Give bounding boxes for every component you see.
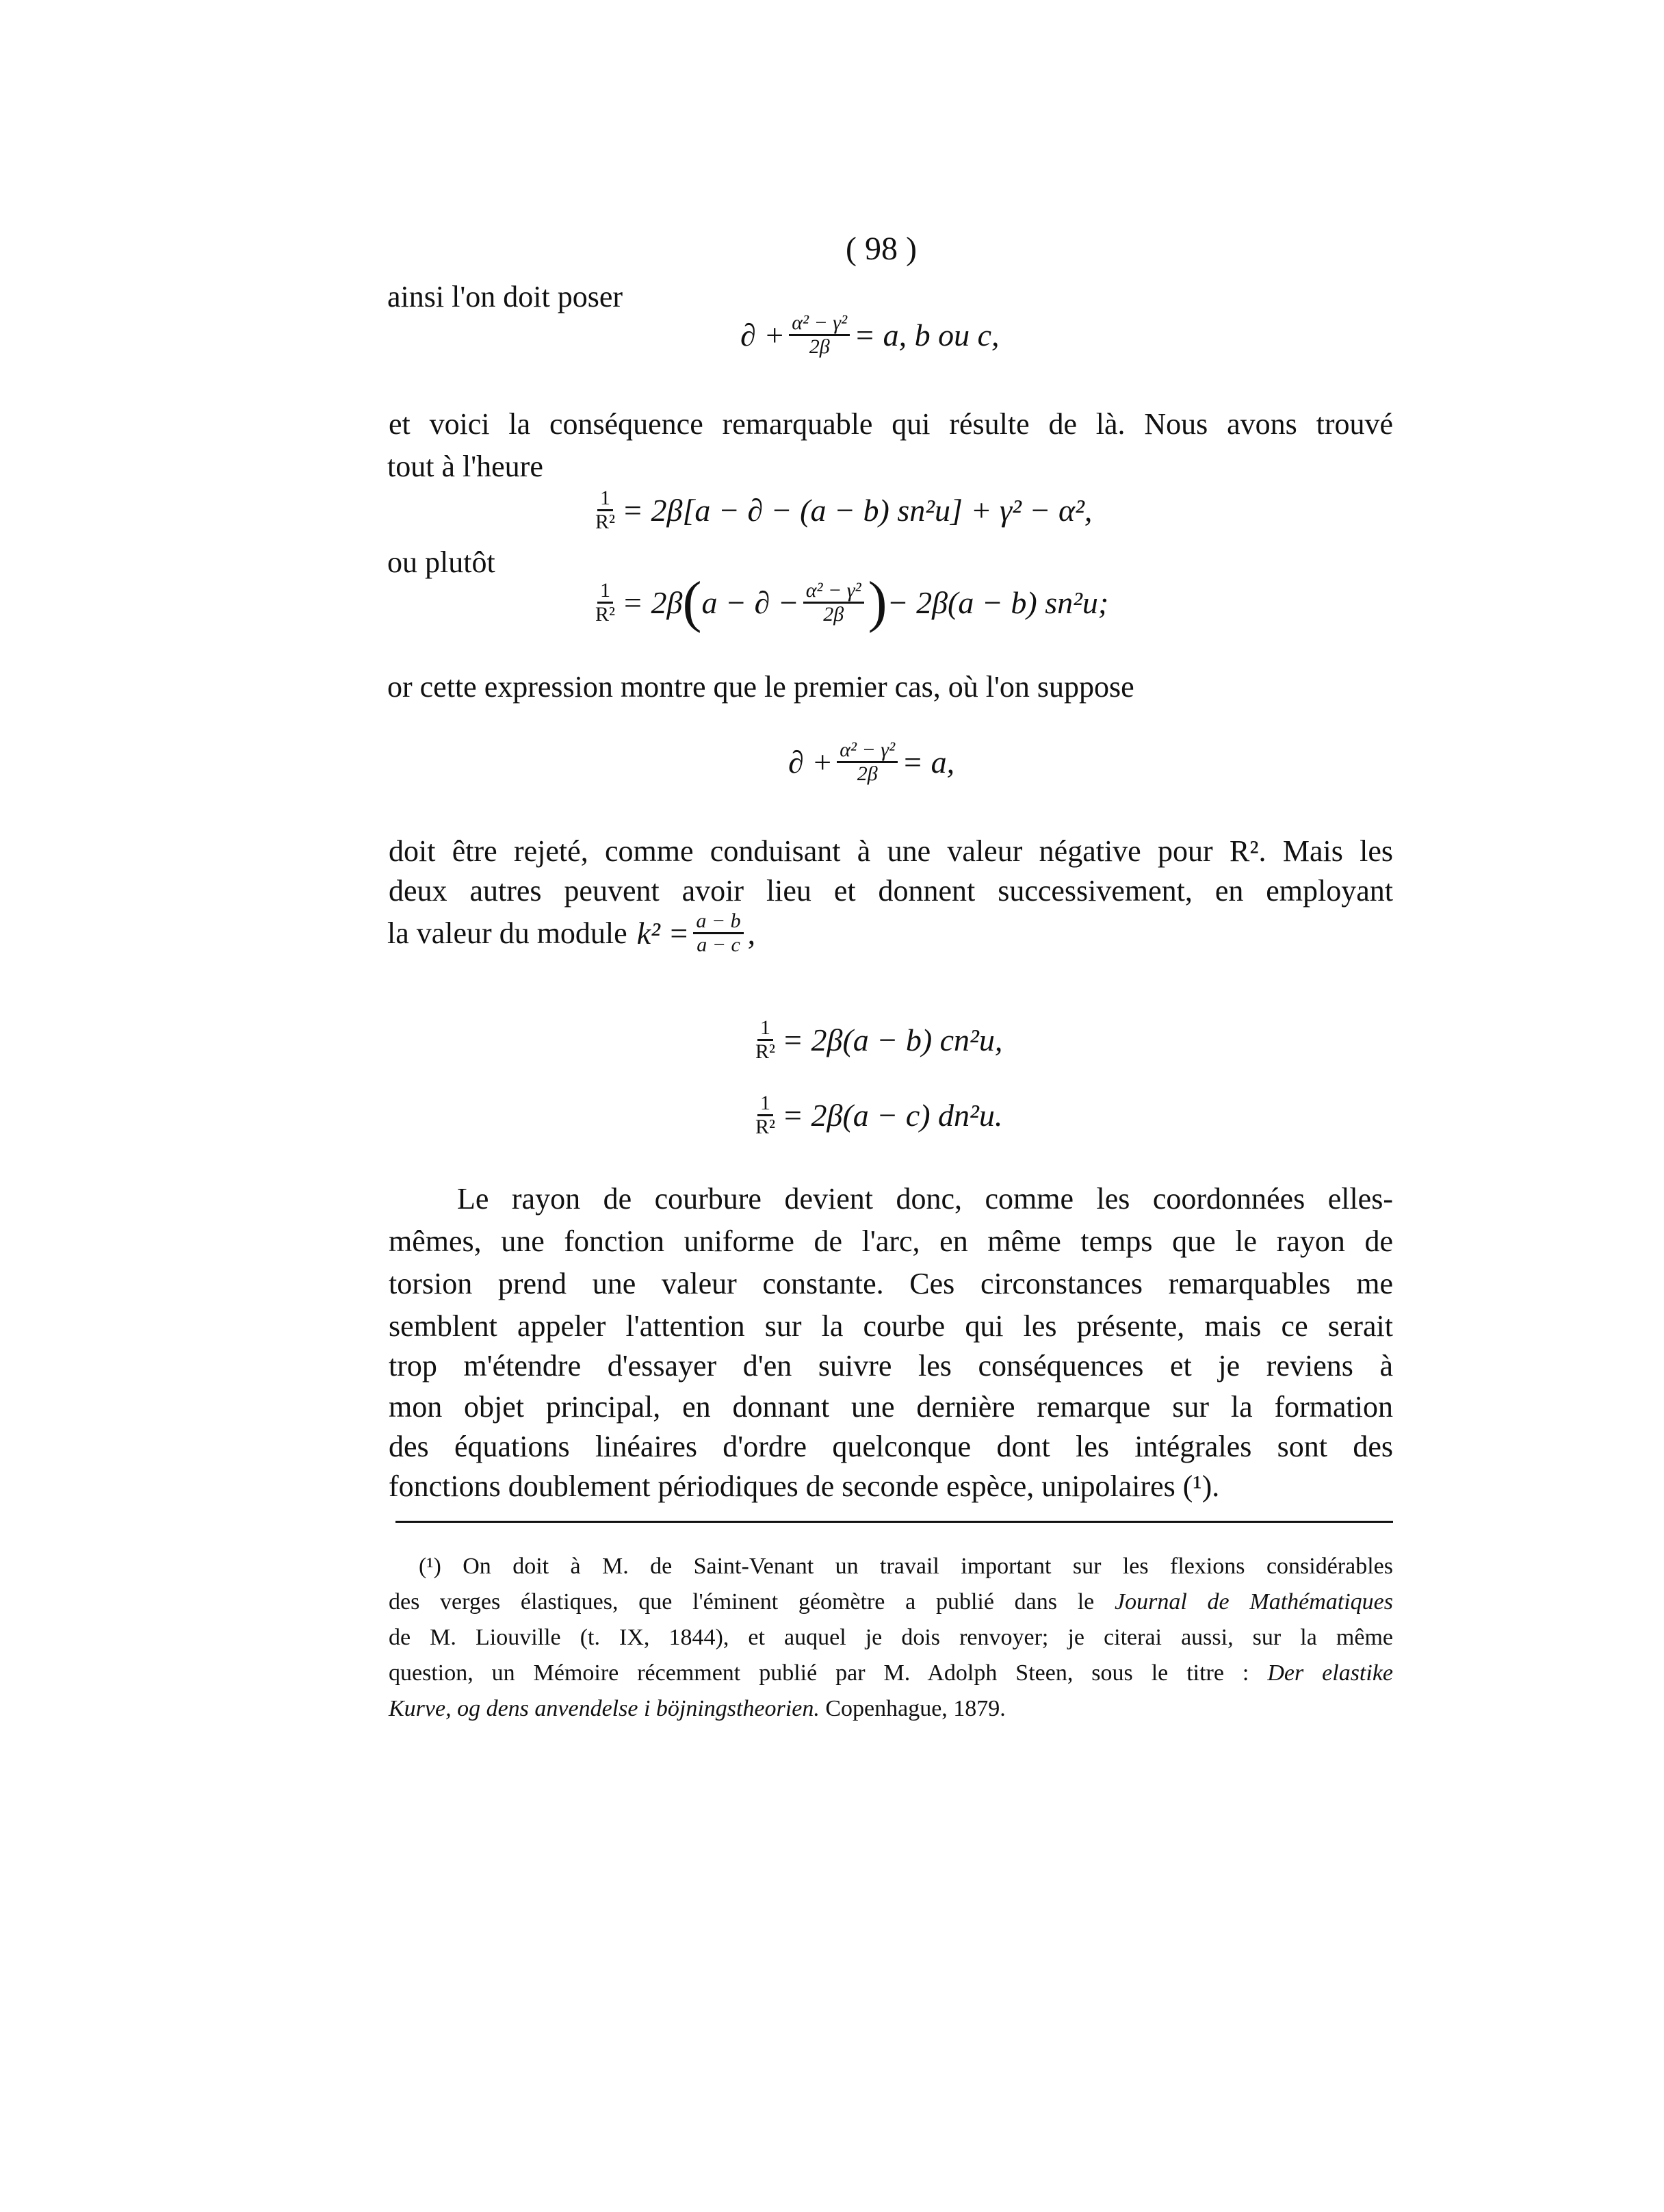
eq3-inner-left: a − ∂ −	[701, 584, 799, 620]
eq3-inner-denominator: 2β	[823, 602, 844, 626]
module-denominator: a − c	[697, 933, 740, 956]
equation-5	[749, 1017, 1002, 1062]
footnote-line-5	[389, 1696, 1393, 1722]
module-left: k² =	[636, 915, 690, 951]
paragraph-line-3: torsion prend une valeur constante. Ces circonstances remarquables me	[389, 1267, 1393, 1300]
module-fraction	[693, 910, 743, 955]
paragraph-line-5: trop m'étendre d'essayer d'en suivre les conséquences et je reviens à	[389, 1349, 1393, 1382]
eq6-numerator: 1	[757, 1092, 773, 1116]
module-label: la valeur du module	[387, 916, 627, 950]
eq6-right: = 2β(a − c) dn²u.	[782, 1097, 1003, 1133]
paragraph-line-6: mon objet principal, en donnant une dernière remarque sur la formation	[389, 1390, 1393, 1424]
eq4-left: ∂ +	[788, 744, 833, 780]
eq4-fraction	[837, 739, 898, 784]
eq5-numerator: 1	[757, 1017, 773, 1041]
footnote-text: des verges élastiques, que l'éminent géomètre a publié dans le	[389, 1589, 1095, 1615]
eq2-right: = 2β[a − ∂ − (a − b) sn²u] + γ² − α²,	[622, 492, 1093, 528]
text-line-et-voici: et voici la conséquence remarquable qui résulte de là. Nous avons trouvé	[389, 407, 1393, 441]
eq3-close-paren: )	[868, 570, 887, 634]
eq5-fraction	[753, 1017, 778, 1062]
paragraph-line-8: fonctions doublement périodiques de seconde espèce, unipolaires (¹).	[389, 1469, 1220, 1503]
eq6-fraction	[753, 1092, 778, 1137]
footnote-text: question, un Mémoire récemment publié par M. Adolph Steen, sous le titre :	[389, 1660, 1249, 1686]
equation-3	[588, 570, 1109, 634]
eq2-numerator: 1	[597, 487, 613, 511]
eq3-coefficient: = 2β	[622, 584, 683, 620]
journal-title: Journal de Mathématiques	[1115, 1589, 1393, 1615]
footnote-rule	[395, 1521, 1393, 1523]
footnote-line-3: de M. Liouville (t. IX, 1844), et auquel je dois renvoyer; je citerai aussi, sur la même	[389, 1625, 1393, 1650]
paragraph-line-7: des équations linéaires d'ordre quelconque dont les intégrales sont des	[389, 1430, 1393, 1463]
text-line-la-valeur	[387, 910, 755, 955]
eq3-right: − 2β(a − b) sn²u;	[887, 584, 1109, 620]
footnote-line-4	[389, 1660, 1393, 1686]
equation-4	[788, 739, 954, 784]
eq6-denominator: R²	[755, 1115, 776, 1138]
eq1-numerator: α² − γ²	[789, 312, 850, 336]
text-line-ainsi: ainsi l'on doit poser	[387, 280, 623, 313]
text-line-doit-etre: doit être rejeté, comme conduisant à une valeur négative pour R². Mais les	[389, 834, 1393, 868]
page-number: ( 98 )	[846, 231, 917, 267]
equation-1	[740, 312, 1000, 357]
text-line-ou-plutot: ou plutôt	[387, 545, 495, 579]
footnote-line-1: (¹) On doit à M. de Saint-Venant un travail important sur les flexions considérables	[419, 1554, 1393, 1579]
paragraph-line-4: semblent appeler l'attention sur la courbe qui les présente, mais ce serait	[389, 1309, 1393, 1343]
eq5-denominator: R²	[755, 1040, 776, 1063]
eq1-right: = a, b ou c,	[854, 317, 1000, 352]
eq4-denominator: 2β	[857, 762, 878, 785]
eq2-fraction	[593, 487, 618, 532]
eq3-inner-numerator: α² − γ²	[803, 580, 864, 604]
paragraph-line-2: mêmes, une fonction uniforme de l'arc, en même temps que le rayon de	[389, 1224, 1393, 1258]
eq3-denominator: R²	[595, 602, 616, 626]
equation-2	[588, 487, 1092, 532]
eq4-right: = a,	[902, 744, 955, 780]
equation-6	[749, 1092, 1002, 1137]
work-title-start: Der elastike	[1267, 1660, 1394, 1686]
eq2-denominator: R²	[595, 510, 616, 533]
footnote-line-2	[389, 1589, 1393, 1615]
module-right: ,	[747, 915, 756, 951]
module-numerator: a − b	[693, 910, 743, 934]
eq3-inner-fraction	[803, 580, 864, 625]
eq3-numerator: 1	[597, 580, 613, 604]
eq3-fraction	[593, 580, 618, 625]
work-title-end: Kurve, og dens anvendelse i böjningstheorien.	[389, 1696, 820, 1721]
paragraph-line-1: Le rayon de courbure devient donc, comme les coordonnées elles-	[457, 1182, 1393, 1216]
text-line-deux-autres: deux autres peuvent avoir lieu et donnent successivement, en employant	[389, 874, 1393, 908]
eq3-open-paren: (	[682, 570, 702, 634]
text-line-or-cette: or cette expression montre que le premier cas, où l'on suppose	[387, 670, 1134, 704]
publication-place: Copenhague, 1879.	[825, 1696, 1006, 1721]
eq1-denominator: 2β	[809, 335, 830, 358]
eq4-numerator: α² − γ²	[837, 739, 898, 763]
eq5-right: = 2β(a − b) cn²u,	[782, 1022, 1003, 1057]
eq1-fraction	[789, 312, 850, 357]
eq1-left: ∂ +	[740, 317, 785, 352]
text-line-tout-a-lheure: tout à l'heure	[387, 450, 543, 483]
